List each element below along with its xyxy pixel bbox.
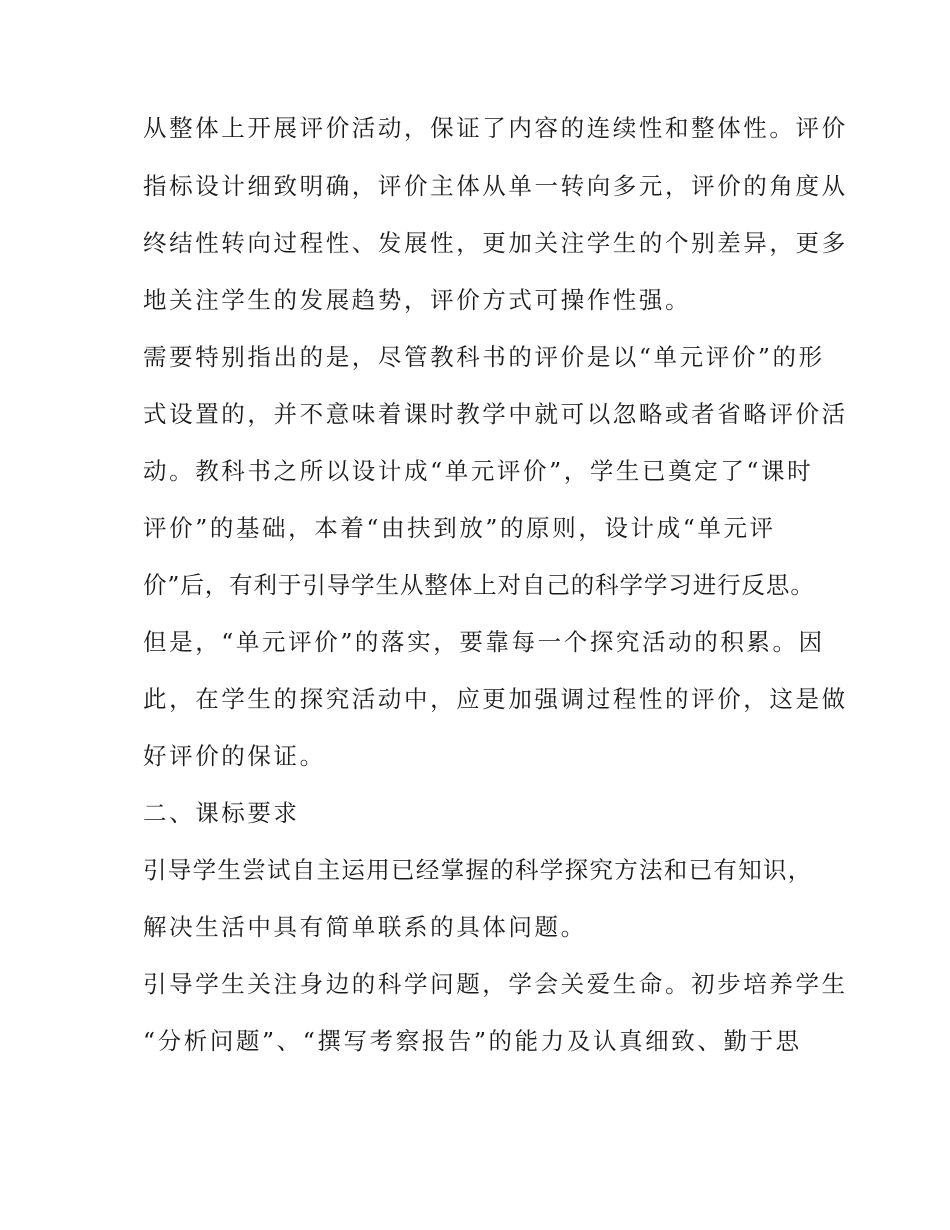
section-heading: 二、课标要求 bbox=[143, 799, 300, 827]
text-line: 终结性转向过程性、发展性，更加关注学生的个别差异，更多 bbox=[143, 229, 848, 257]
text-line: 价”后，有利于引导学生从整体上对自己的科学学习进行反思。 bbox=[143, 571, 815, 599]
text-line: 地关注学生的发展趋势，评价方式可操作性强。 bbox=[143, 286, 692, 314]
text-line: 从整体上开展评价活动，保证了内容的连续性和整体性。评价 bbox=[143, 114, 848, 142]
text-line: 需要特别指出的是，尽管教科书的评价是以“单元评价”的形 bbox=[143, 343, 825, 371]
text-line: 式设置的，并不意味着课时教学中就可以忽略或者省略评价活 bbox=[143, 400, 848, 428]
text-line: 此，在学生的探究活动中，应更加强调过程性的评价，这是做 bbox=[143, 685, 848, 713]
text-line: 引导学生关注身边的科学问题，学会关爱生命。初步培养学生 bbox=[143, 970, 848, 998]
text-line: 解决生活中具有简单联系的具体问题。 bbox=[143, 913, 587, 941]
text-line: 动。教科书之所以设计成“单元评价”，学生已奠定了“课时 bbox=[143, 457, 814, 485]
text-line: “分析问题”、“撰写考察报告”的能力及认真细致、勤于思 bbox=[143, 1027, 802, 1055]
text-line: 指标设计细致明确，评价主体从单一转向多元，评价的角度从 bbox=[143, 172, 848, 200]
text-line: 好评价的保证。 bbox=[143, 742, 326, 770]
text-line: 评价”的基础，本着“由扶到放”的原则，设计成“单元评 bbox=[143, 514, 776, 542]
text-line: 引导学生尝试自主运用已经掌握的科学探究方法和已有知识， bbox=[143, 856, 813, 884]
text-line: 但是，“单元评价”的落实，要靠每一个探究活动的积累。因 bbox=[143, 628, 825, 656]
